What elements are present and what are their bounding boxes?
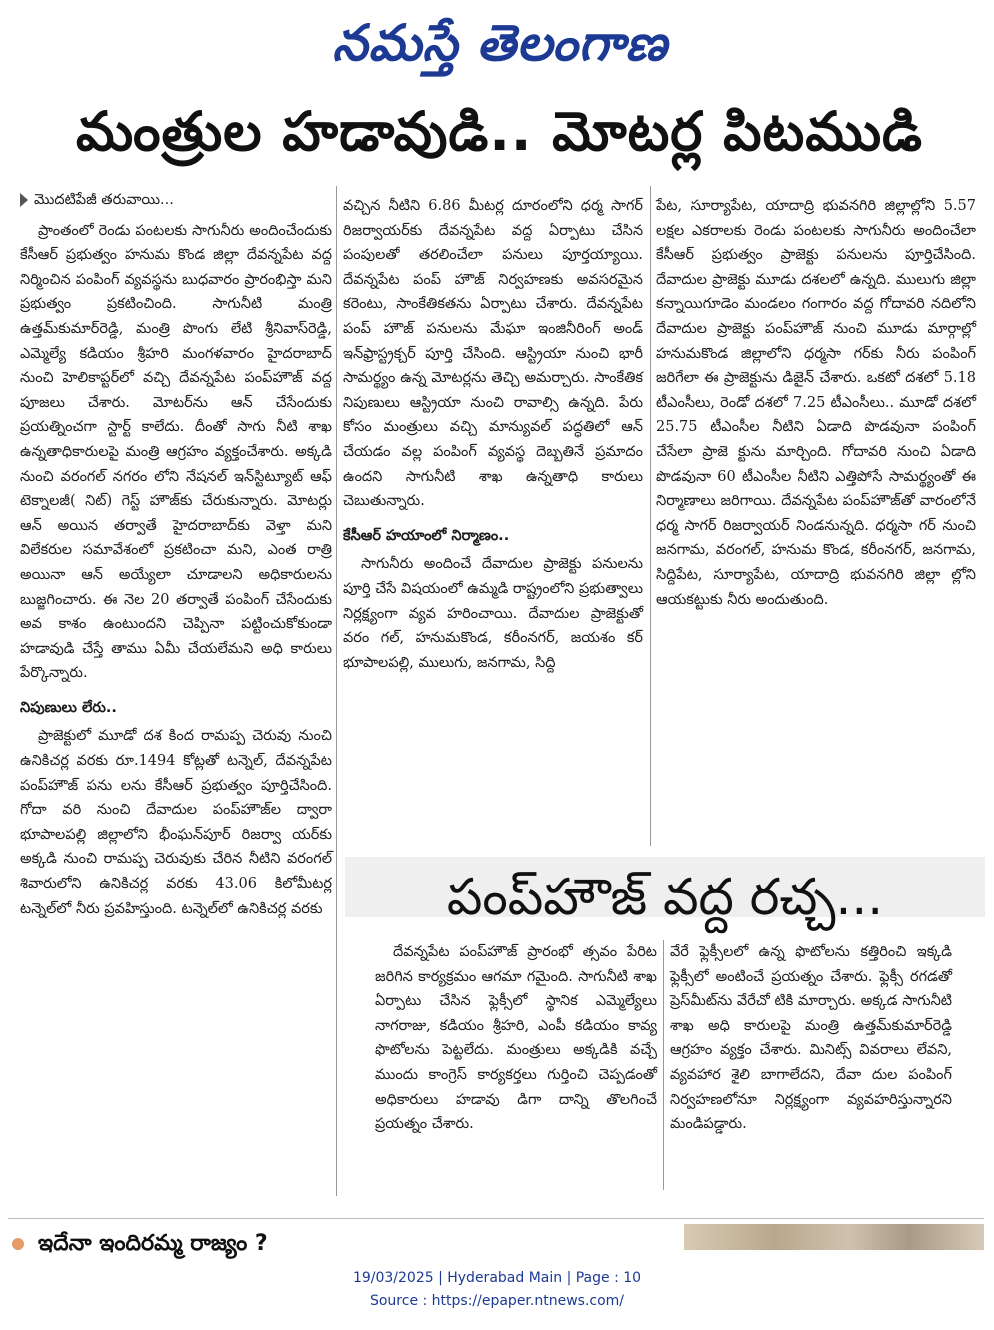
bullet-icon: [12, 1238, 24, 1250]
article-paragraph: ప్రాంతంలో రెండు పంటలకు సాగునీరు అందించేందుకు కేసీఆర్ ప్రభుత్వం హనుమ కొండ జిల్లా దేవన్నపేట వద్ద నిర్మించిన పంపింగ్ వ్యవస్థను బుధవారం ప్రారంభిస్తా మని ప్రభుత్వం ప్రకటించింది. సాగునీటి మంత్రి ఉత్తమ్‌కుమార్‌రెడ్డి, మంత్రి పొంగు లేటి శ్రీనివాస్‌రెడ్డి, ఎమ్మెల్యే కడియం శ్రీహరి మంగళవారం హైదరాబాద్ నుంచి హెలికాప్టర్‌లో వచ్చి దేవన్నపేట పంప్‌హౌజ్ వద్ద పూజలు చేశారు. మోటర్‌ను ఆన్ చేసేందుకు ప్రయత్నించగా స్టార్ట్ కాలేదు. దీంతో సాగు నీటి శాఖ ఉన్నతాధికారులపై మంత్రి ఆగ్రహం వ్యక్తంచేశారు. అక్కడి నుంచి వరంగల్ నగరం లోని నేషనల్ ఇన్‌స్టిట్యూట్ ఆఫ్ టెక్నాలజీ( నిట్) గెస్ట్ హౌజ్‌కు చేరుకున్నారు. మోటర్లు ఆన్ అయిన తర్వాతే హైదరాబాద్‌కు వెళ్తా మని విలేకరుల సమావేశంలో ప్రకటించా మని, ఎంత రాత్రి అయినా ఆన్ అయ్యేలా చూడాలని అధికారులను బుజ్జగించారు. ఈ నెల 20 తర్వాతే పంపింగ్ చేసేందుకు అవ కాశం ఉంటుందని చెప్పినా పట్టించుకోకుండా హడావుడి చేస్తే తాము ఏమీ చేయలేమని అధి కారులు పేర్కొన్నారు.: [20, 222, 332, 682]
section-subhead: కేసీఆర్ హయాంలో నిర్మాణం..: [343, 527, 510, 544]
column-divider: [663, 940, 664, 1190]
article-paragraph: పేట, సూర్యాపేట, యాదాద్రి భువనగిరి జిల్లాల్లోని 5.57 లక్షల ఎకరాలకు రెండు పంటలకు సాగునీరు అందించేలా కేసీఆర్ ప్రభుత్వం ప్రాజెక్టు పనులను పూర్తిచేసింది. దేవాదుల ప్రాజెక్టు మూడు దశలలో ఉన్నది. ములుగు జిల్లా కన్నాయిగూడెం మండలం గంగారం వద్ద గోదావరి నదిలోని దేవాదుల ప్రాజెక్టు పంప్‌హౌజ్ నుంచి మూడు మార్గాల్లో హనుమకొండ జిల్లాలోని ధర్మసా గర్‌కు నీరు పంపింగ్ జరిగేలా ఈ ప్రాజెక్టును డిజైన్ చేశారు. ఒకటో దశలో 5.18 టీఎంసీలు, రెండో దశలో 7.25 టీఎంసీలు.. మూడో దశలో 25.75 టీఎంసీల నీటిని ఏడాది పొడవునా పంపింగ్ చేసేలా ప్రాజె క్టును మార్చింది. గోదావరి నుంచి ఏడాది పొడవునా 60 టీఎంసీల నీటిని ఎత్తిపోసే సామర్థ్యంతో ఈ నిర్మాణాలు జరిగాయి. దేవన్నపేట పంప్‌హౌజ్‌తో వారంలోనే ధర్మ సాగర్ రిజర్వాయర్ నిండనున్నది. ధర్మసా గర్ నుంచి జనగామ, వరంగల్, హనుమ కొండ, కరీంనగర్, జనగామ, సిద్దిపేట, సూర్యాపేట, యాదాద్రి భువనగిరి జిల్లా ల్లోని ఆయకట్టుకు నీరు అందుతుంది.: [656, 198, 976, 608]
section-subhead: నిపుణులు లేరు..: [20, 699, 117, 716]
page-headline: మంత్రుల హడావుడి.. మోటర్ల పిటముడి: [76, 100, 923, 163]
article-column-3: [656, 194, 976, 612]
article-paragraph: ప్రాజెక్టులో మూడో దశ కింద రామప్ప చెరువు నుంచి ఉనికిచర్ల వరకు రూ.1494 కోట్లతో టన్నెల్, దేవన్నపేట పంప్‌హౌజ్ పను లను కేసీఆర్ ప్రభుత్వం పూర్తిచేసింది. గోదా వరి నుంచి దేవాదుల పంప్‌హౌజ్‌ల ద్వారా భూపాలపల్లి జిల్లాలోని భీంఘన్‌పూర్ రిజర్వా యర్‌కు అక్కడి నుంచి రామప్ప చెరువుకు చేరిన నీటిని వరంగల్ శివారులోని ఉనికిచర్ల వరకు 43.06 కిలోమీటర్ల టన్నెల్‌లో నీరు ప్రవహిస్తుంది. టన్నెల్‌లో ఉనికిచర్ల వరకు: [20, 728, 332, 917]
footer-date-edition: 19/03/2025 | Hyderabad Main | Page : 10: [352, 1270, 642, 1286]
continued-label: [20, 188, 332, 213]
sub-headline: పంప్‌హౌజ్ వద్ద రచ్చ...: [446, 868, 884, 926]
teaser-photo: [684, 1224, 984, 1250]
article-column-5: [670, 940, 952, 1137]
article-paragraph: వచ్చిన నీటిని 6.86 మీటర్ల దూరంలోని ధర్మ సాగర్ రిజర్వాయర్‌కు దేవన్నపేట వద్ద ఏర్పాటు చేసిన పంపులతో తరలించేలా పనులు పూర్తయ్యాయి. దేవన్నపేట పంప్ హౌజ్ నిర్వహణకు అవసరమైన కరెంటు, సాంకేతికతను ఏర్పాటు చేశారు. దేవన్నపేట పంప్ హౌజ్ పనులను మేఘా ఇంజినీరింగ్ అండ్ ఇన్‌ఫ్రాస్ట్రక్చర్ పూర్తి చేసింది. ఆస్ట్రియా నుంచి భారీ సామర్థ్యం ఉన్న మోటర్లను తెచ్చి అమర్చారు. సాంకేతిక నిపుణులు ఆస్ట్రియా నుంచి రావాల్సి ఉన్నది. పేరు కోసం మంత్రులు వచ్చి మాన్యువల్ పద్ధతిలో ఆన్ చేయడం వల్ల పంపింగ్ వ్యవస్థ దెబ్బతినే ప్రమాదం ఉందని సాగునీటి శాఖ ఉన్నతాధి కారులు చెబుతున్నారు.: [343, 198, 643, 510]
article-column-1: [20, 188, 332, 921]
article-paragraph: దేవన్నపేట పంప్‌హౌజ్ ప్రారంభో త్సవం పేరిట జరిగిన కార్యక్రమం ఆగమా గమైంది. సాగునీటి శాఖ ఏర్పాటు చేసిన ఫ్లెక్సీలో స్థానిక ఎమ్మెల్యేలు నాగరాజు, కడియం శ్రీహరి, ఎంపీ కడియం కావ్య ఫొటోలను పెట్టలేదు. మంత్రులు అక్కడికి వచ్చే ముందు కాంగ్రెస్ కార్యకర్తలు గుర్తించి చెప్పడంతో అధికారులు హడావు డిగా దాన్ని తొలగించే ప్రయత్నం చేశారు.: [375, 944, 657, 1133]
article-paragraph: సాగునీరు అందించే దేవాదుల ప్రాజెక్టు పనులను పూర్తి చేసే విషయంలో ఉమ్మడి రాష్ట్రంలోని ప్రభుత్వాలు నిర్లక్ష్యంగా వ్యవ హరించాయి. దేవాదుల ప్రాజెక్టుతో వరం గల్, హనుమకొండ, కరీంనగర్, జయశం కర్ భూపాలపల్లి, ములుగు, జనగామ, సిద్ది: [343, 556, 643, 671]
article-paragraph: వేరే ఫ్లెక్సీలలో ఉన్న ఫొటోలను కత్తిరించి ఇక్కడి ఫ్లెక్సీలో అంటించే ప్రయత్నం చేశారు. ఫ్లెక్సీ రగడతో ప్రెస్‌మీట్‌ను వేరేచో టికి మార్చారు. అక్కడ సాగునీటి శాఖ అధి కారులపై మంత్రి ఉత్తమ్‌కుమార్‌రెడ్డి ఆగ్రహం వ్యక్తం చేశారు. మినిట్స్ వివరాలు లేవని, వ్యవహార శైలి బాగాలేదని, దేవా దుల పంపింగ్ నిర్వహణలోనూ నిర్లక్ష్యంగా వ్యవహరిస్తున్నారని మండిపడ్డారు.: [670, 944, 952, 1133]
column-divider: [650, 186, 651, 846]
teaser-text: ఇదేనా ఇందిరమ్మ రాజ్యం ?: [38, 1231, 268, 1256]
triangle-icon: [20, 193, 28, 207]
footer-source: Source : https://epaper.ntnews.com/: [369, 1293, 625, 1309]
article-column-2: [343, 194, 643, 675]
teaser: [12, 1224, 662, 1264]
masthead-logo: నమస్తే తెలంగాణ: [332, 14, 668, 72]
teaser-divider: [8, 1218, 984, 1219]
continued-label-text: మొదటిపేజీ తరువాయి...: [34, 192, 174, 208]
column-divider: [336, 186, 337, 1196]
article-column-4: [375, 940, 657, 1137]
